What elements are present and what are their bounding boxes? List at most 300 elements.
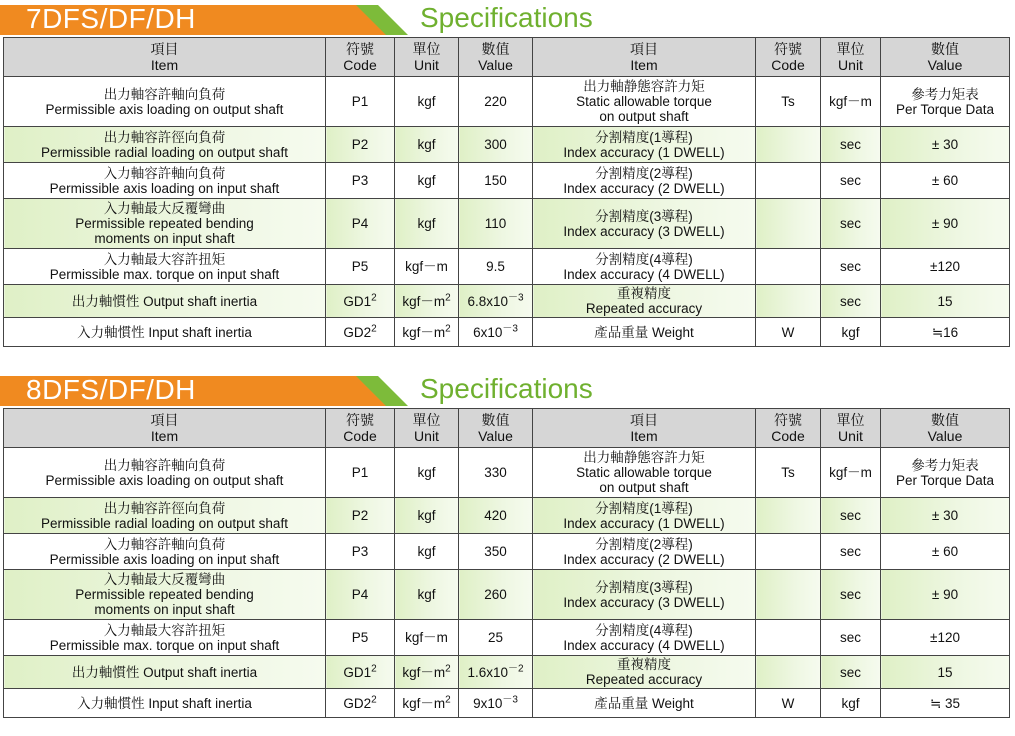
- spec-item-cell: [533, 689, 756, 718]
- spec-value: 6.8x10: [467, 293, 508, 309]
- header-label-zh: 符號: [774, 41, 802, 57]
- code-value: P4: [351, 216, 369, 231]
- header-row: [4, 38, 1010, 77]
- unit-cell: [395, 448, 459, 498]
- column-header-unit: [395, 38, 459, 77]
- unit-cell: [821, 570, 881, 620]
- header-label-zh: 數值: [931, 41, 959, 57]
- unit-value: sec: [839, 587, 861, 602]
- unit-value: sec: [839, 259, 861, 274]
- header-label-en: Unit: [414, 57, 439, 73]
- code-value: P2: [351, 508, 369, 523]
- code-value: GD2: [343, 324, 372, 340]
- section-banner: [0, 371, 1015, 406]
- code-cell: [326, 77, 395, 127]
- item-label-en: Permissible axis loading on input shaft: [49, 180, 280, 196]
- item-label-zh: 分割精度(1導程): [595, 129, 693, 145]
- spec-value: Per Torque Data: [895, 472, 995, 488]
- item-label-zh: 產品重量: [594, 695, 649, 711]
- spec-value: 420: [484, 508, 507, 523]
- table-row: [4, 656, 1010, 689]
- item-label-zh: 出力軸静態容許力矩: [583, 79, 705, 94]
- header-label-zh: 單位: [412, 412, 441, 428]
- spec-value: 220: [484, 94, 507, 109]
- item-label-en: Weight: [651, 695, 694, 711]
- value-cell: [459, 498, 533, 534]
- header-label-zh: 項目: [150, 412, 179, 428]
- header-row: [4, 409, 1010, 448]
- header-label-en: Value: [478, 428, 513, 444]
- spec-value: 9.5: [486, 259, 505, 274]
- value-cell: [459, 656, 533, 689]
- item-label-zh: 重複精度: [617, 657, 671, 672]
- item-label-zh: 入力軸容許軸向負荷: [103, 165, 226, 181]
- unit-value: kgf: [841, 695, 860, 711]
- code-cell: [326, 199, 395, 249]
- value-cell: [459, 127, 533, 163]
- item-label-en: Repeated accuracy: [585, 672, 703, 687]
- item-label-zh: 分割精度(3導程): [595, 208, 693, 224]
- unit-cell: [395, 498, 459, 534]
- spec-item-cell: [533, 77, 756, 127]
- spec-value-superscript: －3: [507, 292, 524, 303]
- code-cell: [756, 570, 821, 620]
- header-label-en: Unit: [838, 428, 863, 444]
- item-label-zh: 出力軸静態容許力矩: [583, 450, 705, 465]
- unit-cell: [821, 285, 881, 318]
- unit-value: kgf－m: [402, 664, 446, 680]
- spec-value: ≒ 35: [929, 695, 961, 711]
- column-header-value: [459, 409, 533, 448]
- header-label-en: Value: [478, 57, 513, 73]
- column-header-value: [459, 38, 533, 77]
- item-label-zh: 出力軸容許軸向負荷: [103, 86, 226, 102]
- spec-item-cell: [4, 285, 326, 318]
- header-label-zh: 項目: [630, 412, 658, 428]
- unit-value: kgf: [417, 94, 436, 109]
- unit-value: kgf－m: [402, 324, 446, 340]
- unit-value: sec: [839, 508, 861, 523]
- item-label-en: Output shaft inertia: [143, 293, 258, 309]
- item-label-zh: 入力軸最大反覆彎曲: [103, 201, 226, 216]
- spec-value: 15: [937, 293, 953, 309]
- column-header-unit: [821, 38, 881, 77]
- header-label-zh: 符號: [346, 41, 374, 57]
- item-label-zh: 分割精度(2導程): [595, 165, 693, 181]
- unit-value: kgf: [417, 544, 436, 559]
- header-label-zh: 單位: [836, 41, 865, 57]
- unit-value: sec: [839, 544, 861, 559]
- spec-item-cell: [533, 498, 756, 534]
- code-cell: [326, 163, 395, 199]
- unit-cell: [821, 127, 881, 163]
- spec-item-cell: [533, 448, 756, 498]
- spec-value-superscript: －3: [502, 323, 518, 334]
- unit-cell: [821, 199, 881, 249]
- item-label-zh: 分割精度(4導程): [595, 622, 693, 638]
- spec-value: 1.6x10: [467, 664, 508, 680]
- spec-value: ≒16: [931, 324, 959, 340]
- spec-value: 260: [484, 587, 507, 602]
- header-label-en: Item: [630, 428, 658, 444]
- spec-item-cell: [533, 570, 756, 620]
- item-label-en: Index accuracy (2 DWELL): [563, 180, 725, 196]
- spec-value: ±120: [930, 630, 960, 645]
- value-cell: [459, 570, 533, 620]
- spec-item-cell: [4, 163, 326, 199]
- unit-cell: [395, 199, 459, 249]
- unit-cell: [395, 285, 459, 318]
- value-cell: [459, 318, 533, 347]
- table-row: [4, 498, 1010, 534]
- item-label-en: Input shaft inertia: [148, 695, 252, 711]
- spec-value: Per Torque Data: [895, 101, 995, 117]
- table-row: [4, 534, 1010, 570]
- spec-item-cell: [4, 318, 326, 347]
- code-cell: [326, 534, 395, 570]
- code-value-superscript: 2: [371, 663, 377, 674]
- table-row: [4, 689, 1010, 718]
- code-cell: [756, 77, 821, 127]
- header-label-zh: 符號: [774, 412, 802, 428]
- unit-cell: [395, 318, 459, 347]
- code-cell: [756, 318, 821, 347]
- spec-value: 15: [937, 664, 953, 680]
- code-value: P3: [351, 544, 369, 559]
- spec-item-cell: [533, 656, 756, 689]
- item-label-en-line2: on output shaft: [599, 480, 689, 495]
- column-header-item: [4, 38, 326, 77]
- item-label-zh: 出力軸容許徑向負荷: [103, 500, 226, 516]
- code-value: GD1: [343, 664, 372, 680]
- header-label-en: Item: [150, 57, 179, 73]
- unit-cell: [821, 689, 881, 718]
- code-value: P3: [351, 173, 369, 188]
- header-label-en: Value: [927, 57, 963, 73]
- item-label-zh: 重複精度: [617, 286, 671, 301]
- item-label-en: Index accuracy (3 DWELL): [563, 594, 725, 610]
- value-cell: [881, 620, 1010, 656]
- value-cell: [881, 689, 1010, 718]
- spec-value-superscript: －2: [507, 663, 524, 674]
- unit-value: kgf－m: [829, 94, 872, 109]
- header-label-zh: 數值: [931, 412, 959, 428]
- item-label-en: Input shaft inertia: [148, 324, 252, 340]
- item-label-en: Index accuracy (4 DWELL): [563, 266, 725, 282]
- column-header-code: [756, 38, 821, 77]
- code-cell: [756, 163, 821, 199]
- table-row: [4, 620, 1010, 656]
- code-cell: [756, 127, 821, 163]
- item-label-zh: 入力軸容許軸向負荷: [103, 536, 226, 552]
- value-cell: [459, 249, 533, 285]
- value-cell: [459, 448, 533, 498]
- value-cell: [459, 689, 533, 718]
- spec-item-cell: [533, 285, 756, 318]
- code-cell: [756, 199, 821, 249]
- column-header-item: [533, 38, 756, 77]
- item-label-en: Permissible max. torque on input shaft: [49, 637, 280, 653]
- unit-cell: [821, 498, 881, 534]
- header-label-en: Value: [927, 428, 963, 444]
- value-cell: [459, 199, 533, 249]
- code-value-superscript: 2: [371, 292, 377, 303]
- spec-value: 150: [484, 173, 507, 188]
- model-title: 7DFS/DF/DH: [26, 3, 196, 34]
- item-label-en: Index accuracy (3 DWELL): [563, 223, 725, 239]
- code-cell: [326, 448, 395, 498]
- item-label-en: Permissible radial loading on output shaft: [41, 144, 288, 160]
- item-label-en: Index accuracy (1 DWELL): [563, 515, 725, 531]
- unit-value: kgf－m: [829, 465, 872, 480]
- code-cell: [326, 318, 395, 347]
- spec-item-cell: [4, 534, 326, 570]
- unit-value-superscript: 2: [445, 292, 451, 303]
- spec-section-7dfs: [0, 0, 1015, 340]
- code-value: Ts: [781, 465, 795, 480]
- item-label-en: Permissible axis loading on output shaft: [45, 101, 284, 117]
- unit-value: kgf－m: [402, 695, 446, 711]
- unit-value: kgf: [417, 465, 436, 480]
- table-row: [4, 285, 1010, 318]
- unit-value: kgf－m: [405, 630, 448, 645]
- unit-cell: [395, 77, 459, 127]
- item-label-en: Permissible max. torque on input shaft: [49, 266, 280, 282]
- value-cell: [881, 127, 1010, 163]
- header-label-en: Code: [771, 428, 805, 444]
- unit-cell: [395, 689, 459, 718]
- header-label-zh: 項目: [630, 41, 658, 57]
- spec-value: ±120: [930, 259, 960, 274]
- spec-item-cell: [4, 448, 326, 498]
- spec-item-cell: [533, 249, 756, 285]
- unit-value: kgf: [417, 587, 436, 602]
- spec-value: 6x10: [473, 324, 503, 340]
- code-cell: [326, 127, 395, 163]
- header-label-zh: 數值: [481, 41, 510, 57]
- header-label-zh: 單位: [412, 41, 441, 57]
- item-label-en: Output shaft inertia: [143, 664, 258, 680]
- unit-cell: [395, 570, 459, 620]
- value-cell: [459, 163, 533, 199]
- header-label-en: Item: [150, 428, 179, 444]
- item-label-en-line2: on output shaft: [599, 109, 689, 124]
- spec-item-cell: [4, 656, 326, 689]
- column-header-unit: [821, 409, 881, 448]
- item-label-zh: 出力軸慣性: [71, 664, 140, 680]
- header-label-en: Unit: [414, 428, 439, 444]
- code-cell: [326, 656, 395, 689]
- section-banner: [0, 0, 1015, 35]
- spec-value: 25: [487, 630, 504, 645]
- item-label-en: Permissible repeated bending moments on input shaft: [75, 216, 254, 246]
- spec-item-cell: [533, 163, 756, 199]
- spec-item-cell: [4, 249, 326, 285]
- code-cell: [756, 620, 821, 656]
- header-label-en: Unit: [838, 57, 863, 73]
- item-label-zh: 入力軸最大反覆彎曲: [103, 572, 226, 587]
- spec-value: 350: [484, 544, 507, 559]
- unit-value: sec: [839, 173, 861, 188]
- unit-value: kgf: [417, 508, 436, 523]
- item-label-zh: 分割精度(4導程): [595, 251, 693, 267]
- code-cell: [756, 498, 821, 534]
- unit-cell: [395, 249, 459, 285]
- item-label-en: Permissible axis loading on output shaft: [45, 472, 284, 488]
- spec-item-cell: [4, 570, 326, 620]
- code-value: P4: [351, 587, 369, 602]
- value-cell: [881, 318, 1010, 347]
- column-header-item: [533, 409, 756, 448]
- code-cell: [756, 285, 821, 318]
- spec-item-cell: [533, 534, 756, 570]
- unit-cell: [395, 620, 459, 656]
- code-value: W: [781, 695, 795, 711]
- item-label-en: Index accuracy (1 DWELL): [563, 144, 725, 160]
- header-label-en: Code: [771, 57, 805, 73]
- spec-item-cell: [4, 498, 326, 534]
- code-cell: [756, 689, 821, 718]
- spec-item-cell: [533, 620, 756, 656]
- unit-cell: [821, 318, 881, 347]
- code-value: GD2: [343, 695, 372, 711]
- unit-cell: [821, 163, 881, 199]
- code-cell: [326, 620, 395, 656]
- item-label-zh: 分割精度(1導程): [595, 500, 693, 516]
- spec-value: 110: [484, 216, 507, 231]
- unit-cell: [395, 163, 459, 199]
- spec-value: ± 60: [931, 544, 959, 559]
- spec-value: 9x10: [473, 695, 503, 711]
- item-label-en: Permissible repeated bending moments on input shaft: [75, 587, 254, 617]
- spec-item-cell: [4, 199, 326, 249]
- unit-value: kgf: [841, 324, 860, 340]
- item-label-en: Index accuracy (4 DWELL): [563, 637, 725, 653]
- spec-value: 330: [484, 465, 507, 480]
- item-label-en: Weight: [651, 324, 694, 340]
- header-label-en: Item: [630, 57, 658, 73]
- table-row: [4, 163, 1010, 199]
- item-label-zh: 出力軸慣性: [71, 293, 140, 309]
- spec-value: ± 30: [931, 137, 959, 152]
- spec-value-zh: 參考力矩表: [911, 457, 979, 473]
- unit-value: sec: [839, 293, 861, 309]
- code-cell: [326, 249, 395, 285]
- unit-cell: [395, 534, 459, 570]
- header-label-zh: 單位: [836, 412, 865, 428]
- header-label-zh: 項目: [150, 41, 179, 57]
- unit-value: sec: [839, 216, 861, 231]
- value-cell: [881, 163, 1010, 199]
- column-header-code: [326, 38, 395, 77]
- code-cell: [326, 570, 395, 620]
- table-row: [4, 249, 1010, 285]
- column-header-unit: [395, 409, 459, 448]
- unit-cell: [821, 656, 881, 689]
- unit-value-superscript: 2: [445, 663, 451, 674]
- code-cell: [756, 656, 821, 689]
- item-label-zh: 產品重量: [594, 324, 649, 340]
- table-row: [4, 318, 1010, 347]
- spec-value-superscript: －3: [502, 694, 518, 705]
- item-label-zh: 出力軸容許徑向負荷: [103, 129, 226, 145]
- code-value-superscript: 2: [371, 694, 377, 705]
- spec-item-cell: [4, 689, 326, 718]
- spec-item-cell: [533, 318, 756, 347]
- item-label-zh: 入力軸慣性: [77, 695, 145, 711]
- unit-value-superscript: 2: [445, 323, 451, 334]
- item-label-zh: 入力軸慣性: [77, 324, 145, 340]
- unit-cell: [395, 656, 459, 689]
- spec-value: ± 90: [931, 587, 959, 602]
- unit-value: sec: [839, 630, 861, 645]
- code-value: P5: [351, 259, 369, 274]
- unit-cell: [821, 249, 881, 285]
- value-cell: [881, 570, 1010, 620]
- code-cell: [326, 285, 395, 318]
- item-label-en: Index accuracy (2 DWELL): [563, 551, 725, 567]
- unit-value: kgf: [417, 173, 436, 188]
- table-row: [4, 77, 1010, 127]
- unit-value: kgf－m: [402, 293, 446, 309]
- unit-cell: [821, 620, 881, 656]
- spec-value: ± 60: [931, 173, 959, 188]
- item-label-en: Permissible axis loading on input shaft: [49, 551, 280, 567]
- column-header-code: [756, 409, 821, 448]
- unit-value: kgf: [417, 137, 436, 152]
- value-cell: [881, 249, 1010, 285]
- item-label-zh: 入力軸最大容許扭矩: [103, 622, 226, 638]
- code-value: P5: [351, 630, 369, 645]
- spec-table: [3, 408, 1010, 718]
- value-cell: [881, 285, 1010, 318]
- value-cell: [459, 620, 533, 656]
- code-value: P1: [351, 94, 369, 109]
- unit-value: sec: [839, 664, 861, 680]
- spec-table: [3, 37, 1010, 347]
- column-header-value: [881, 409, 1010, 448]
- code-cell: [756, 448, 821, 498]
- item-label-zh: 出力軸容許軸向負荷: [103, 457, 226, 473]
- spec-value: ± 30: [931, 508, 959, 523]
- spec-value: ± 90: [931, 216, 959, 231]
- code-cell: [756, 534, 821, 570]
- code-value: P1: [351, 465, 369, 480]
- spec-item-cell: [4, 77, 326, 127]
- code-cell: [756, 249, 821, 285]
- model-title: 8DFS/DF/DH: [26, 374, 196, 405]
- item-label-en: Permissible radial loading on output shaft: [41, 515, 288, 531]
- item-label-zh: 入力軸最大容許扭矩: [103, 251, 226, 267]
- code-value: W: [781, 324, 795, 340]
- unit-cell: [821, 448, 881, 498]
- spec-item-cell: [4, 620, 326, 656]
- unit-value: kgf: [417, 216, 436, 231]
- header-label-en: Code: [343, 57, 377, 73]
- column-header-code: [326, 409, 395, 448]
- unit-value: sec: [839, 137, 861, 152]
- specifications-heading: Specifications: [420, 373, 593, 404]
- item-label-zh: 分割精度(3導程): [595, 579, 693, 595]
- code-value-superscript: 2: [371, 323, 377, 334]
- column-header-item: [4, 409, 326, 448]
- spec-item-cell: [533, 199, 756, 249]
- value-cell: [881, 498, 1010, 534]
- header-label-en: Code: [343, 428, 377, 444]
- value-cell: [881, 77, 1010, 127]
- code-cell: [326, 689, 395, 718]
- header-label-zh: 符號: [346, 412, 374, 428]
